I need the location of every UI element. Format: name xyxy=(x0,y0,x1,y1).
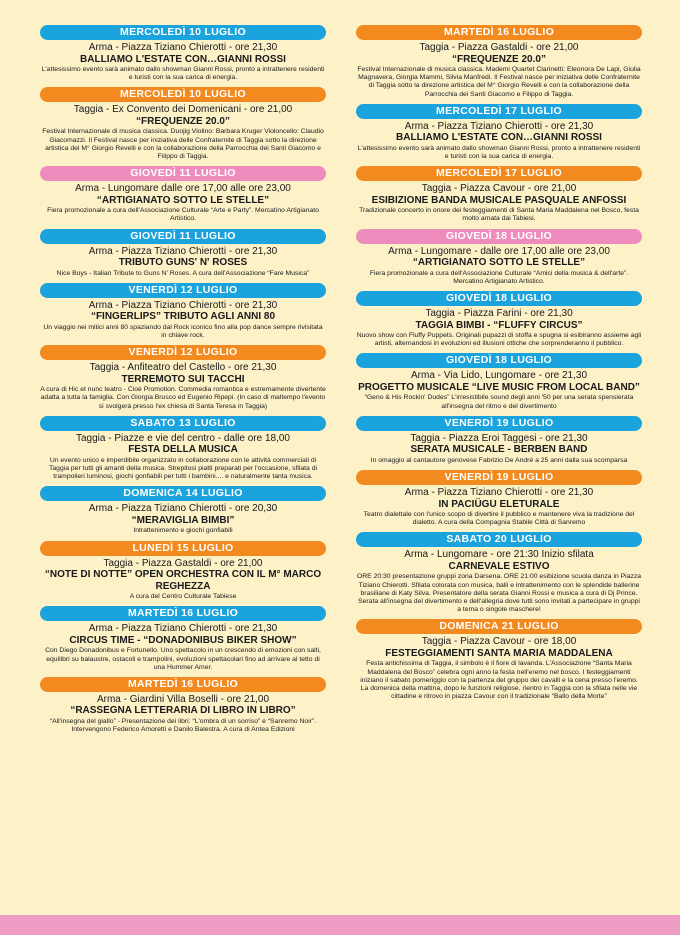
event-location: Taggia - Anfiteatro del Castello - ore 21,30 xyxy=(89,362,277,374)
event-location: Arma - Piazza Tiziano Chierotti - ore 21,30 xyxy=(88,42,278,53)
event-entry xyxy=(40,416,326,482)
event-entry xyxy=(356,229,642,286)
event-description: Nuovo show con Fluffy Puppets. Originali pupazzi di stoffa e spugna si esibiranno assieme agli artisti, alternandosi in evoluzioni ed illusioni ottiche che sorprenderanno il pubblico. xyxy=(356,332,642,348)
event-description: Un viaggio nei mitici anni 80 spaziando dal Rock iconico fino alla pop dance sempre rivisitata in chiave rock. xyxy=(43,323,323,340)
date-pill: DOMENICA 21 LUGLIO xyxy=(356,619,642,634)
footer-bar xyxy=(0,915,680,935)
event-description: In omaggio al cantautore genovese Fabrizio De André a 25 anni dalla sua scomparsa xyxy=(370,456,628,464)
event-description: L'attesissimo evento sarà animato dallo showman Gianni Rossi, pronto a intrattenere residenti e turisti con la sua carica di energia. xyxy=(41,66,325,82)
event-title: CIRCUS TIME - “DONADONIBUS BIKER SHOW” xyxy=(69,634,297,646)
event-title: “NOTE DI NOTTE” OPEN ORCHESTRA CON IL M° MARCO REGHEZZA xyxy=(44,569,322,592)
event-location: Taggia - Piazza Gastaldi - ore 21,00 xyxy=(419,42,579,53)
event-entry xyxy=(40,87,326,161)
event-location: Taggia - Piazza Farini - ore 21,30 xyxy=(425,308,573,320)
event-description: Un evento unico e imperdibile organizzato in collaborazione con le attività commerciali di Taggia per tutti gli amanti della musica. Strepitosi piatti preparati per l'occasione, sfilata di trampolieri luminosi, giochi gonfiabili per tutti i bambini.... e naturalmente tanta musica. xyxy=(48,456,318,481)
date-pill: MARTEDÌ 16 LUGLIO xyxy=(40,606,326,621)
date-pill: GIOVEDÌ 11 LUGLIO xyxy=(40,229,326,244)
event-location: Taggia - Piazze e vie del centro - dalle ore 18,00 xyxy=(75,432,290,444)
event-entry xyxy=(356,532,642,614)
event-title: FESTA DELLA MUSICA xyxy=(128,444,238,456)
event-title: PROGETTO MUSICALE “LIVE MUSIC FROM LOCAL BAND” xyxy=(358,381,640,393)
event-entry xyxy=(40,606,326,672)
event-description: Festival Internazionale di musica classica. Mademi Quartet Clarinetti: Eleonora De Lapi, Giulia Magnavera, Giorgia Mammi, Silvia Manfredi. Il Festival nasce per iniziativa delle Confraternite di Taggia sotto la direzione artistica del M° Giorgio Revelli e con la collaborazione della Parrocchia dei Santi Giacomo e Filippo di Taggia. xyxy=(357,66,641,98)
event-description: L'attesissimo evento sarà animato dallo showman Gianni Rossi, pronto a intrattenere residenti e turisti con la sua carica di energia. xyxy=(357,144,641,161)
event-entry xyxy=(356,353,642,410)
event-entry xyxy=(40,166,326,223)
event-title: ESIBIZIONE BANDA MUSICALE PASQUALE ANFOSSI xyxy=(371,194,627,206)
event-entry xyxy=(40,283,326,340)
event-location: Arma - Piazza Tiziano Chierotti - ore 21,30 xyxy=(88,245,278,257)
event-description: A cura di Hic et nunc teatro - Cioè Promotion. Commedia romantica e estremamente divertente adatta a tutta la famiglia. Con Giorgia Brusco ed Eugenio Ripepi. (In caso di maltempo l'evento si svolgerà presso l'ex chiesa di Santa Teresa in Taggia) xyxy=(40,386,326,410)
event-title: “RASSEGNA LETTERARIA DI LIBRO IN LIBRO” xyxy=(70,705,296,717)
event-description: “Geno & His Rockin' Dudes” L'irresistibile sound degli anni '50 per una serata spensierata all'insegna del ritmo e del divertimento xyxy=(364,394,634,410)
event-title: BALLIAMO L'ESTATE CON…GIANNI ROSSI xyxy=(80,53,286,65)
event-entry xyxy=(356,291,642,348)
event-title: “MERAVIGLIA BIMBI” xyxy=(131,514,235,526)
event-title: “FREQUENZE 20.0” xyxy=(452,53,546,65)
event-description: A cura del Centro Culturale Tabiese xyxy=(129,593,237,601)
event-title: TAGGIA BIMBI - “FLUFFY CIRCUS” xyxy=(415,319,583,331)
event-entry xyxy=(40,345,326,411)
event-title: TERREMOTO SUI TACCHI xyxy=(121,373,245,385)
event-location: Arma - Piazza Tiziano Chierotti - ore 21,30 xyxy=(88,299,278,311)
event-title: “FINGERLIPS” TRIBUTO AGLI ANNI 80 xyxy=(90,311,276,323)
date-pill: GIOVEDÌ 18 LUGLIO xyxy=(356,229,642,244)
event-location: Arma - Piazza Tiziano Chierotti - ore 21,30 xyxy=(88,623,278,635)
date-pill: VENERDÌ 12 LUGLIO xyxy=(40,283,326,298)
event-location: Arma - Giardini Villa Boselli - ore 21,00 xyxy=(96,693,270,705)
event-description: ORE 20:30 presentazione gruppi zona Darsena. ORE 21:00 esibizione scuola danza in Piazza Tiziano Chierotti. Sfilata colorata con musica, balli e intrattenimento con le splendide ballerine brasiliane di Katy Silva. Presentatore della serata Gianni Rossi e musica a cura di Dj Prince. Serata all'insegna del divertimento e dell'allegria dove tutti sono invitati a partecipare in gruppi a tema o singole maschere! xyxy=(356,573,642,614)
event-description: Intrattenimento e giochi gonfiabili xyxy=(133,527,233,535)
event-entry xyxy=(356,104,642,161)
event-entry xyxy=(356,166,642,223)
date-pill: LUNEDÌ 15 LUGLIO xyxy=(40,541,326,556)
event-title: “ARTIGIANATO SOTTO LE STELLE” xyxy=(412,257,586,269)
date-pill: MERCOLEDÌ 17 LUGLIO xyxy=(356,104,642,119)
event-title: FESTEGGIAMENTI SANTA MARIA MADDALENA xyxy=(385,647,613,659)
event-location: Taggia - Piazza Eroi Taggesi - ore 21,30 xyxy=(410,432,588,444)
date-pill: VENERDÌ 19 LUGLIO xyxy=(356,470,642,485)
left-column xyxy=(40,25,326,739)
event-title: “FREQUENZE 20.0” xyxy=(136,115,230,127)
event-entry xyxy=(356,25,642,99)
date-pill: SABATO 13 LUGLIO xyxy=(40,416,326,431)
event-location: Arma - Piazza Tiziano Chierotti - ore 20,30 xyxy=(88,503,278,515)
event-description: Nice Boys - Italian Tribute to Guns N' Roses. A cura dell'Associazione “Fare Musica” xyxy=(56,269,310,277)
event-location: Arma - Lungomare dalle ore 17,00 alle ore 23,00 xyxy=(75,183,291,195)
date-pill: GIOVEDÌ 11 LUGLIO xyxy=(40,166,326,181)
event-title: IN PACIÜGU ELETURALE xyxy=(438,498,560,510)
event-description: Fiera promozionale a cura dell'Associazione Culturale “Arte e Party”. Mercatino Artigianato Artistico. xyxy=(47,207,319,223)
event-entry xyxy=(356,470,642,527)
event-location: Taggia - Piazza Cavour - ore 18,00 xyxy=(421,636,577,648)
event-location: Arma - Piazza Tiziano Chierotti - ore 21,30 xyxy=(404,120,594,132)
event-description: Teatro dialettale con l'unico scopo di divertire il pubblico e mantenere viva la tradizione del dialetto. A cura della Compagnia Stabile Città di Sanremo xyxy=(363,511,635,527)
date-pill: GIOVEDÌ 18 LUGLIO xyxy=(356,353,642,368)
event-location: Arma - Lungomare - dalle ore 17,00 alle ore 23,00 xyxy=(388,245,610,257)
event-title: BALLIAMO L'ESTATE CON…GIANNI ROSSI xyxy=(396,132,602,144)
event-title: CARNEVALE ESTIVO xyxy=(448,560,550,572)
event-entry xyxy=(40,229,326,278)
event-entry xyxy=(40,541,326,602)
event-description: Festa antichissima di Taggia, il simbolo è il fiore di lavanda. L'Associazione “Santa Maria Maddalena del Bosco” celebra ogni anno la festa nell'eremo nel bosco. I festeggiamenti iniziano il sabato pomeriggio con la partenza del gruppo dei cavalli e la cena presso l'eremo. La domenica della mattina, dopo le funzioni religiose, rientro in Taggia con la sfilata nelle vie cittadine e ritrovo in piazza Cavour con il tradizionale “Ballo della Morte” xyxy=(360,660,638,701)
event-description: Fiera promozionale a cura dell'Associazione Culturale “Amici della musica & dell'arte”. Mercatino Artigianato Artistico. xyxy=(369,269,629,285)
event-location: Arma - Piazza Tiziano Chierotti - ore 21,30 xyxy=(404,487,594,499)
event-entry xyxy=(356,416,642,465)
event-description: “All'insegna del giallo” - Presentazione dei libri: “L'ombra di un sorriso” e “Sanremo Noir”. Intervengono Federico Amoretti e Danilo Balestra. A cura di Antea Edizioni xyxy=(49,717,317,734)
date-pill: SABATO 20 LUGLIO xyxy=(356,532,642,547)
event-entry xyxy=(40,25,326,82)
date-pill: VENERDÌ 12 LUGLIO xyxy=(40,345,326,360)
date-pill: VENERDÌ 19 LUGLIO xyxy=(356,416,642,431)
event-location: Taggia - Piazza Gastaldi - ore 21,00 xyxy=(103,557,263,569)
right-column xyxy=(356,25,642,706)
date-pill: MERCOLEDÌ 10 LUGLIO xyxy=(40,25,326,40)
event-location: Arma - Via Lido, Lungomare - ore 21,30 xyxy=(410,370,588,382)
date-pill: MARTEDÌ 16 LUGLIO xyxy=(40,677,326,692)
event-description: Festival Internazionale di musica classica. Duojig Violino: Barbara Kruger Violoncello: Claudio Giacomazzi. Il Festival nasce per iniziativa delle Confraternite di Taggia sotto la direzione artistica del M° Giorgio Revelli e con la collaborazione della Parrocchia dei Santi Giacomo e Filippo di Taggia. xyxy=(42,128,324,161)
event-location: Taggia - Ex Convento dei Domenicani - ore 21,00 xyxy=(73,104,293,116)
event-location: Arma - Lungomare - ore 21:30 Inizio sfilata xyxy=(404,549,594,561)
event-description: Tradizionale concerto in onore dei festeggiamenti di Santa Maria Maddalena nel Bosco, festa molto amata dai Tabiesi. xyxy=(359,207,639,223)
event-title: “ARTIGIANATO SOTTO LE STELLE” xyxy=(96,194,270,206)
date-pill: MERCOLEDÌ 10 LUGLIO xyxy=(40,87,326,102)
event-entry xyxy=(40,486,326,535)
event-location: Taggia - Piazza Cavour - ore 21,00 xyxy=(421,183,577,195)
date-pill: DOMENICA 14 LUGLIO xyxy=(40,486,326,501)
date-pill: MERCOLEDÌ 17 LUGLIO xyxy=(356,166,642,181)
date-pill: GIOVEDÌ 18 LUGLIO xyxy=(356,291,642,306)
date-pill: MARTEDÌ 16 LUGLIO xyxy=(356,25,642,40)
event-entry xyxy=(40,677,326,734)
event-description: Con Diego Donadonibus e Fortunello. Uno spettacolo in un crescendo di emozioni con salti, equilibri su balaustre, ostacoli e trampolini, evoluzioni spettacolari fino ad arrivare al tetto di una Hummer Amer. xyxy=(45,647,321,671)
event-title: SERATA MUSICALE - BERBEN BAND xyxy=(410,444,588,456)
event-entry xyxy=(356,619,642,701)
event-title: TRIBUTO GUNS' N' ROSES xyxy=(118,257,248,269)
